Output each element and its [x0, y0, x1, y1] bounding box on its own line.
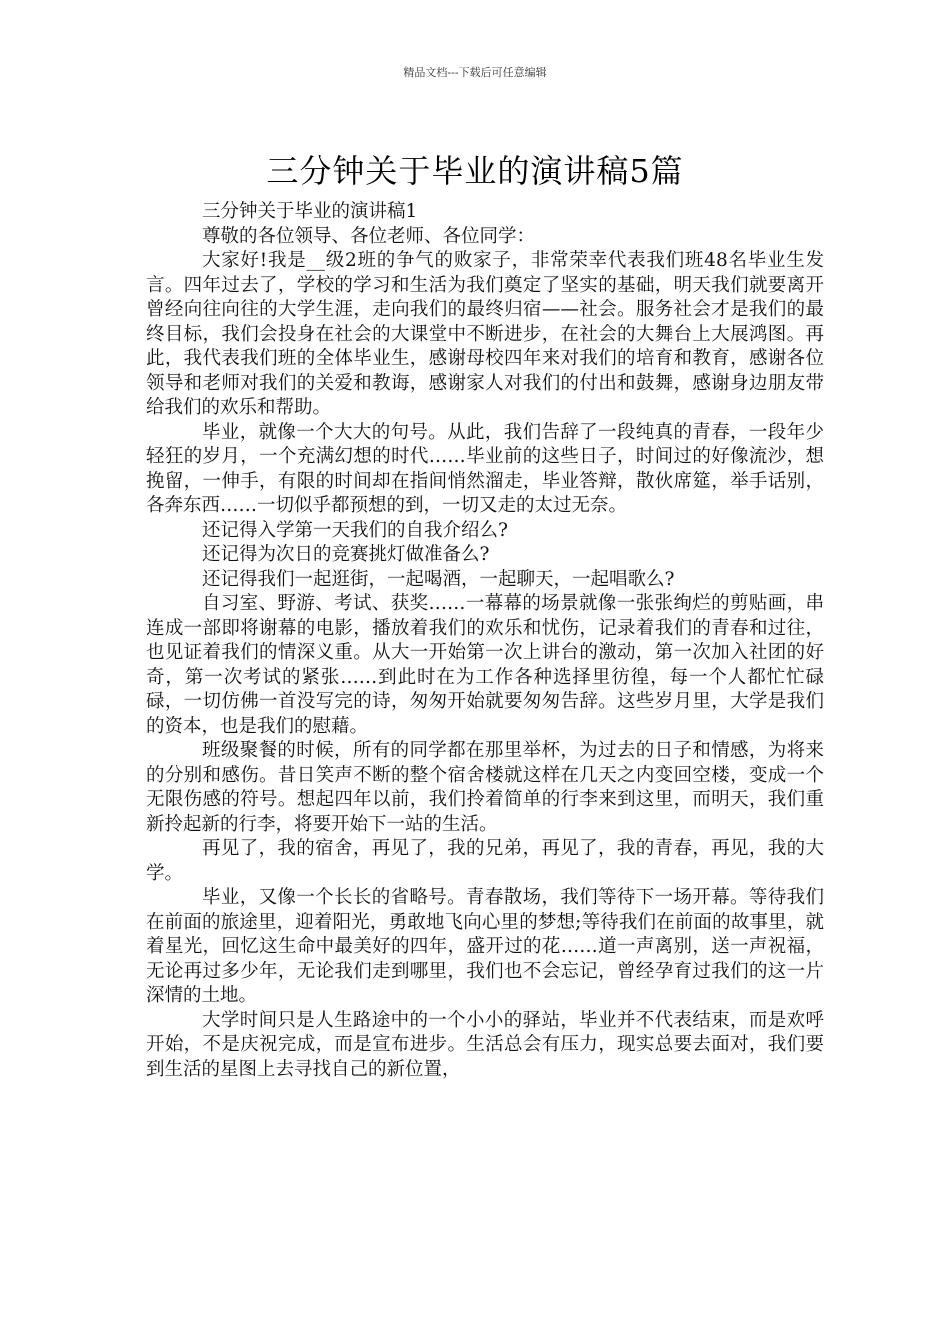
- document-title: 三分钟关于毕业的演讲稿5篇: [266, 152, 684, 191]
- paragraph: 大学时间只是人生路途中的一个小小的驿站，毕业并不代表结束，而是欢呼开始，不是庆祝完成，而是宣布进步。生活总会有压力，现实总要去面对，我们要到生活的星图上去寻找自己的新位置，: [146, 1009, 824, 1080]
- paragraph: 还记得入学第一天我们的自我介绍么?: [202, 519, 508, 541]
- section-heading: 三分钟关于毕业的演讲稿1: [202, 201, 418, 222]
- paragraph: 班级聚餐的时候，所有的同学都在那里举杯，为过去的日子和情感，为将来的分别和感伤。昔日笑声不断的整个宿舍楼就这样在几天之内变回空楼，变成一个无限伤感的符号。想起四年以前，我们拎着简单的行李来到这里，而明天，我们重新拎起新的行李，将要开始下一站的生活。: [146, 740, 824, 835]
- paragraph: 自习室、野游、考试、获奖……一幕幕的场景就像一张张绚烂的剪贴画，串连成一部即将谢幕的电影，播放着我们的欢乐和忧伤，记录着我们的青春和过往，也见证着我们的情深义重。从大一开始第一次上讲台的激动，第一次加入社团的好奇，第一次考试的紧张……到此时在为工作各种选择里彷徨，每一个人都忙忙碌碌，一切仿佛一首没写完的诗，匆匆开始就要匆匆告辞。这些岁月里，大学是我们的资本，也是我们的慰藉。: [146, 593, 824, 737]
- paragraph: 毕业，又像一个长长的省略号。青春散场，我们等待下一场开幕。等待我们在前面的旅途里，迎着阳光，勇敢地飞向心里的梦想;等待我们在前面的故事里，就着星光，回忆这生命中最美好的四年，盛开过的花……道一声离别，送一声祝福，无论再过多少年，无论我们走到哪里，我们也不会忘记，曾经孕育过我们的这一片深情的土地。: [146, 887, 824, 1006]
- document-body: [146, 200, 824, 1082]
- paragraph: 毕业，就像一个大大的句号。从此，我们告辞了一段纯真的青春，一段年少轻狂的岁月，一个充满幻想的时代……毕业前的这些日子，时间过的好像流沙，想挽留，一伸手，有限的时间却在指间悄然溜走，毕业答辩，散伙席筵，举手话别，各奔东西……一切似乎都预想的到，一切又走的太过无奈。: [146, 421, 824, 516]
- paragraph: 再见了，我的宿舍，再见了，我的兄弟，再见了，我的青春，再见，我的大学。: [146, 838, 824, 884]
- paragraph: 还记得为次日的竞赛挑灯做准备么?: [202, 544, 490, 565]
- paragraph: 还记得我们一起逛街，一起喝酒，一起聊天，一起唱歌么?: [202, 568, 675, 590]
- header-note: 精品文档---下载后可任意编辑: [403, 66, 547, 79]
- paragraph: 大家好!我是__级2班的争气的败家子，非常荣幸代表我们班48名毕业生发言。四年过去了，学校的学习和生活为我们奠定了坚实的基础，明天我们就要离开曾经向往向往的大学生涯，走向我们的最终归宿——社会。服务社会才是我们的最终目标，我们会投身在社会的大课堂中不断进步，在社会的大舞台上大展鸿图。再此，我代表我们班的全体毕业生，感谢母校四年来对我们的培育和教育，感谢各位领导和老师对我们的关爱和教诲，感谢家人对我们的付出和鼓舞，感谢身边朋友带给我们的欢乐和帮助。: [146, 250, 824, 418]
- salutation: 尊敬的各位领导、各位老师、各位同学：: [202, 225, 536, 247]
